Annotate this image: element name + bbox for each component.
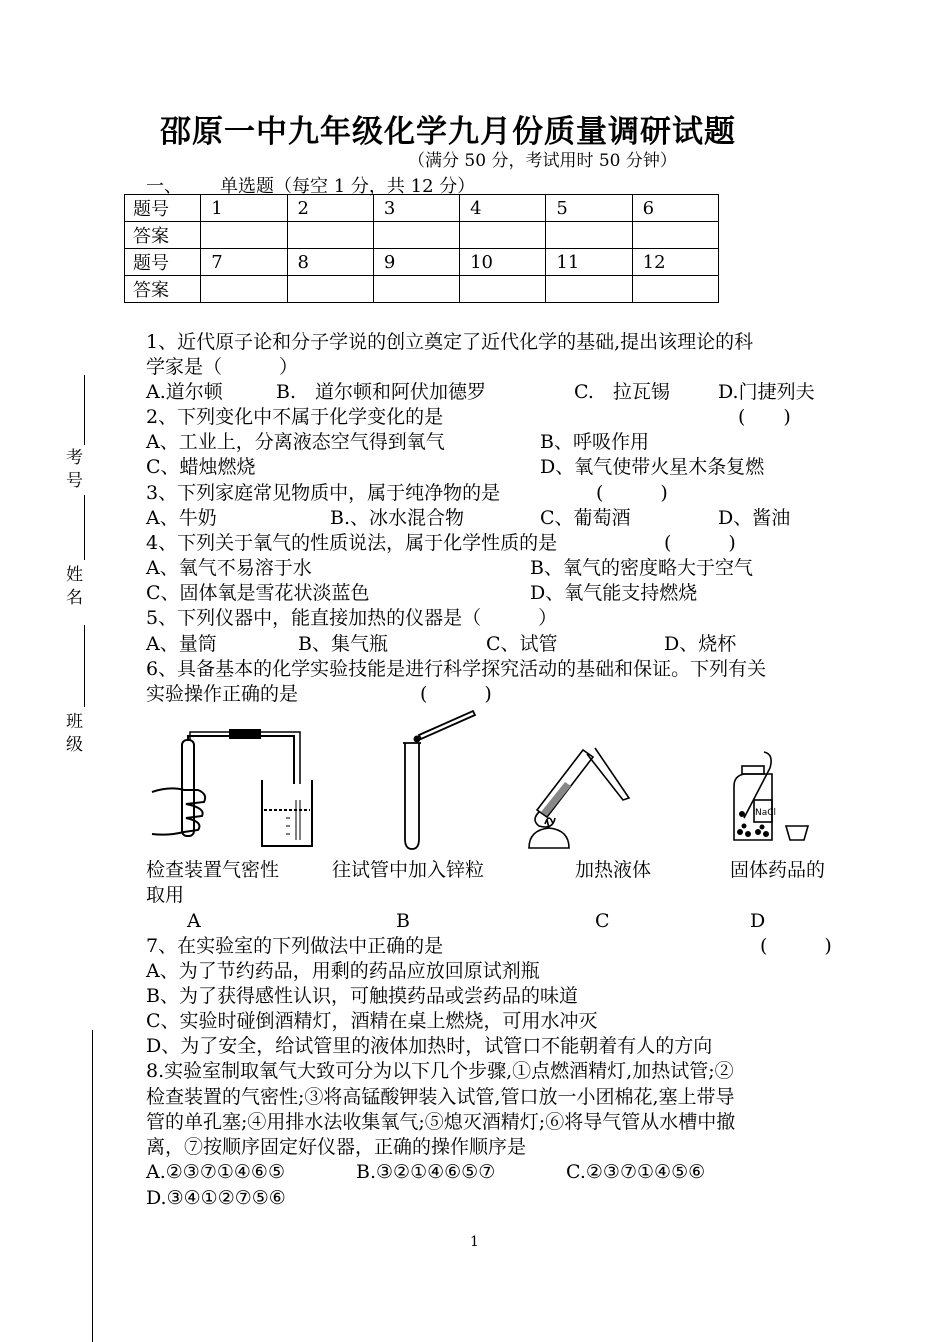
exam-no-blank[interactable] [84,375,85,445]
answer-cell[interactable] [546,276,632,303]
q7-answer-paren: ( ) [760,935,832,957]
q5-option-b: B、集气瓶 [298,633,388,655]
q4-stem: 4、下列关于氧气的性质说法，属于化学性质的是 [146,532,558,554]
q7-option-c: C、实验时碰倒酒精灯，酒精在桌上燃烧，可用水冲灭 [146,1010,598,1032]
answer-cell[interactable] [201,276,287,303]
q3-option-d: D、酱油 [718,507,791,529]
q2-stem: 2、下列变化中不属于化学变化的是 [146,406,444,428]
table-cell-label: 答案 [125,222,201,249]
q7-option-b: B、为了获得感性认识，可触摸药品或尝药品的味道 [146,985,578,1007]
q3-answer-paren: ( ) [596,482,668,504]
figure-c-heating-liquid [525,740,645,855]
table-cell: 7 [201,249,287,276]
table-cell: 6 [632,195,718,222]
q6-answer-paren: ( ) [420,683,492,705]
q2-option-a: A、工业上，分离液态空气得到氧气 [146,431,445,453]
binding-line [92,1030,93,1342]
table-row [125,249,719,276]
q1-option-a: A.道尔顿 [146,381,223,403]
q6-stem-line1: 6、具备基本的化学实验技能是进行科学探究活动的基础和保证。下列有关 [146,658,767,680]
table-cell: 4 [460,195,546,222]
q1-option-d: D.门捷列夫 [718,381,815,403]
section-number: 一、 [146,176,182,197]
q1-stem-line2: 学家是（ ） [146,356,299,378]
answer-cell[interactable] [460,222,546,249]
q3-option-b: B.、冰水混合物 [330,507,465,529]
q4-option-c: C、固体氧是雪花状淡蓝色 [146,582,370,604]
nacl-label: NaCl [755,808,777,818]
q7-option-d: D、为了安全，给试管里的液体加热时，试管口不能朝着有人的方向 [146,1035,713,1057]
q6-letter-b: B [396,910,410,932]
q5-option-c: C、试管 [486,633,558,655]
table-cell-label: 题号 [125,195,201,222]
figure-d-solid-reagent [730,748,810,848]
q6-letter-a: A [187,910,201,932]
q6-letter-c: C [595,910,610,932]
page-number: 1 [470,1234,479,1250]
class-blank[interactable] [84,625,85,707]
q6-caption-b: 往试管中加入锌粒 [332,859,485,881]
q6-caption-a: 检查装置气密性 [146,859,280,881]
table-cell: 3 [373,195,459,222]
table-row [125,222,719,249]
q4-answer-paren: ( ) [664,532,736,554]
q4-option-b: B、氧气的密度略大于空气 [530,557,753,579]
name-blank[interactable] [84,495,85,560]
q8-option-c: C.②③⑦①④⑤⑥ [566,1161,706,1183]
q2-option-b: B、呼吸作用 [540,431,649,453]
q1-option-b: B. 道尔顿和阿伏加德罗 [276,381,487,403]
table-cell: 8 [287,249,373,276]
q3-option-c: C、葡萄酒 [540,507,631,529]
table-cell: 2 [287,195,373,222]
answer-cell[interactable] [460,276,546,303]
answer-cell[interactable] [632,276,718,303]
answer-cell[interactable] [546,222,632,249]
q3-stem: 3、下列家庭常见物质中，属于纯净物的是 [146,482,501,504]
table-cell: 5 [546,195,632,222]
q6-caption-d: 固体药品的 [730,859,826,881]
q2-option-c: C、蜡烛燃烧 [146,456,256,478]
q3-option-a: A、牛奶 [146,507,217,529]
q6-stem-line2: 实验操作正确的是 [146,683,299,705]
table-cell-label: 答案 [125,276,201,303]
sidebar-name-label: 姓名 [62,565,82,611]
q8-option-b: B.③②①④⑥⑤⑦ [356,1161,496,1183]
answer-cell[interactable] [287,276,373,303]
table-cell: 1 [201,195,287,222]
q8-option-d: D.③④①②⑦⑤⑥ [146,1187,286,1209]
q1-option-c: C. 拉瓦锡 [574,381,670,403]
q8-stem-line4: 离，⑦按顺序固定好仪器，正确的操作顺序是 [146,1136,527,1158]
q4-option-d: D、氧气能支持燃烧 [530,582,698,604]
q1-stem-line1: 1、近代原子论和分子学说的创立奠定了近代化学的基础,提出该理论的科 [146,331,754,353]
sidebar-class-label: 班级 [62,712,82,758]
table-cell-label: 题号 [125,249,201,276]
q5-option-d: D、烧杯 [664,633,737,655]
q6-letter-d: D [750,910,766,932]
answer-cell[interactable] [373,276,459,303]
q2-option-d: D、氧气使带火星木条复燃 [540,456,765,478]
q5-stem: 5、下列仪器中，能直接加热的仪器是（ ） [146,607,558,629]
q8-option-a: A.②③⑦①④⑥⑤ [146,1161,285,1183]
q7-option-a: A、为了节约药品，用剩的药品应放回原试剂瓶 [146,960,540,982]
table-row [125,195,719,222]
q8-stem-line3: 管的单孔塞;④用排水法收集氧气;⑤熄灭酒精灯;⑥将导气管从水槽中撤 [146,1111,736,1133]
q6-caption-d-cont: 取用 [146,884,185,906]
answer-cell[interactable] [287,222,373,249]
q2-answer-paren: ( ) [738,406,791,428]
answer-table [124,194,719,303]
table-cell: 9 [373,249,459,276]
q5-option-a: A、量筒 [146,633,217,655]
q8-stem-line2: 检查装置的气密性;③将高锰酸钾装入试管,管口放一小团棉花,塞上带导 [146,1086,735,1108]
q6-caption-c: 加热液体 [575,859,652,881]
answer-cell[interactable] [373,222,459,249]
table-row [125,276,719,303]
table-cell: 12 [632,249,718,276]
q4-option-a: A、氧气不易溶于水 [146,557,312,579]
answer-cell[interactable] [632,222,718,249]
q8-stem-line1: 8.实验室制取氧气大致可分为以下几个步骤,①点燃酒精灯,加热试管;② [146,1060,734,1082]
table-cell: 11 [546,249,632,276]
sidebar-exam-no-label: 考号 [62,448,82,494]
section-title: 单选题（每空 1 分，共 12 分） [220,176,476,197]
page-subtitle: （满分 50 分，考试用时 50 分钟） [408,151,677,171]
page-title: 邵原一中九年级化学九月份质量调研试题 [160,114,736,150]
q7-stem: 7、在实验室的下列做法中正确的是 [146,935,444,957]
figure-a-airtightness-check [150,728,320,850]
table-cell: 10 [460,249,546,276]
figure-b-adding-zinc [395,705,485,853]
answer-cell[interactable] [201,222,287,249]
